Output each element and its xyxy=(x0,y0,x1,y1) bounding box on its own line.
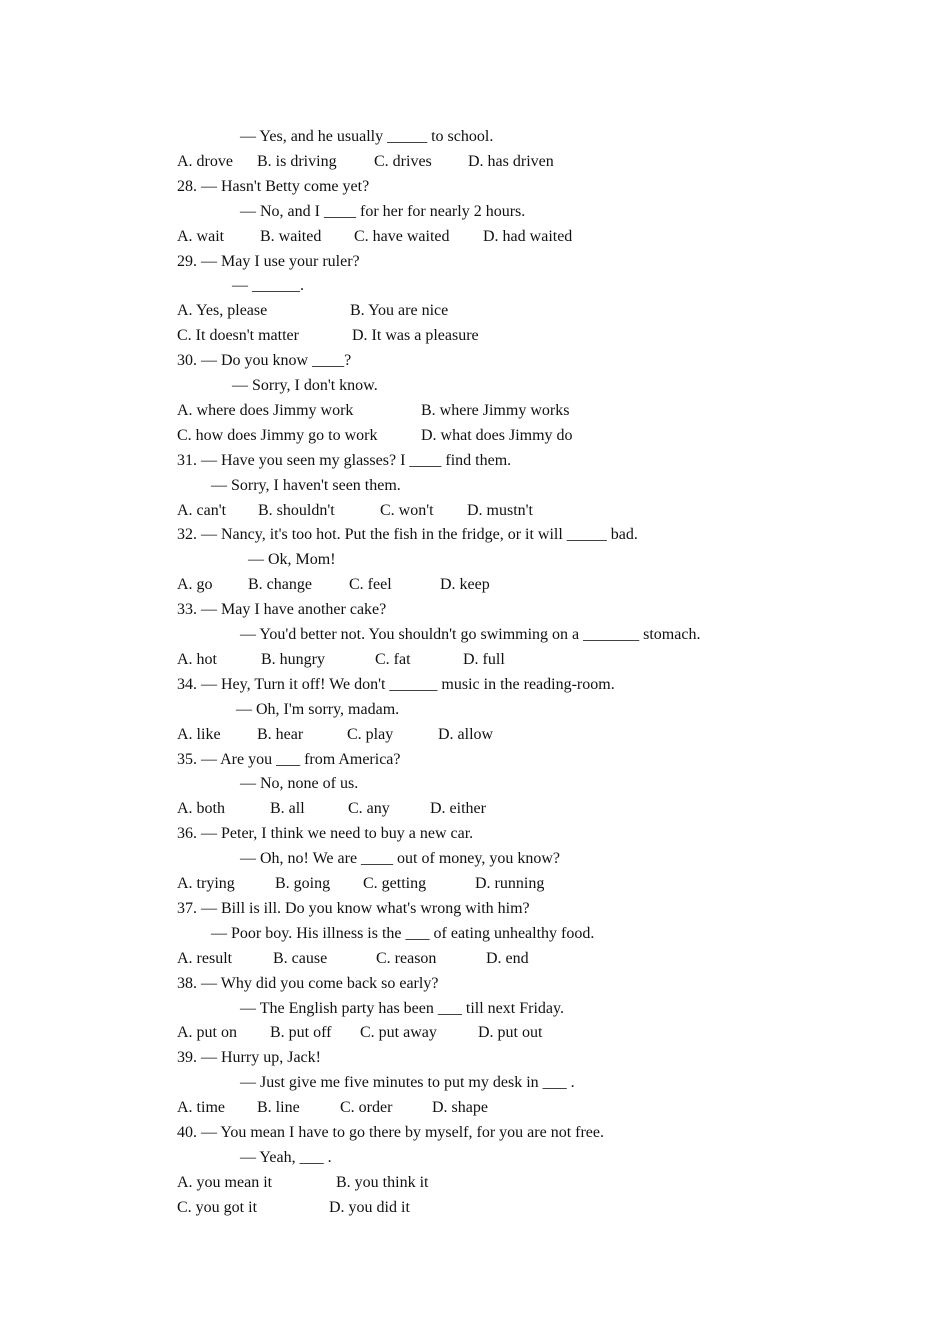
reply-line: — ______. xyxy=(232,277,304,295)
answer-option: C. getting xyxy=(363,875,427,892)
reply-line: — Yes, and he usually _____ to school. xyxy=(240,128,494,145)
answer-option: B. cause xyxy=(273,949,328,967)
question-line: 38. — Why did you come back so early? xyxy=(177,974,439,992)
answer-option: D. full xyxy=(463,650,505,668)
answer-option: A. Yes, please xyxy=(177,302,268,320)
answer-option: C. drives xyxy=(374,152,432,170)
answer-option: A. go xyxy=(177,576,213,594)
question-line: 31. — Have you seen my glasses? I ____ find them. xyxy=(177,451,512,469)
answer-option: D. you did it xyxy=(329,1198,410,1216)
answer-option: B. going xyxy=(275,875,331,892)
answer-option: C. put away xyxy=(360,1024,437,1042)
answer-option: B. hungry xyxy=(261,650,325,668)
answer-option: C. any xyxy=(348,800,390,818)
question-line: 29. — May I use your ruler? xyxy=(177,252,360,270)
reply-line: — Oh, no! We are ____ out of money, you know? xyxy=(240,850,560,868)
answer-option: A. both xyxy=(177,800,225,818)
question-line: 28. — Hasn't Betty come yet? xyxy=(177,177,370,195)
answer-option: C. won't xyxy=(380,501,434,519)
question-line: 35. — Are you ___ from America? xyxy=(177,750,401,768)
answer-option: A. can't xyxy=(177,501,227,519)
answer-option: D. allow xyxy=(438,725,494,743)
answer-option: A. you mean it xyxy=(177,1173,273,1191)
reply-line: — Sorry, I haven't seen them. xyxy=(211,476,401,494)
answer-option: B. change xyxy=(248,576,312,594)
answer-option: A. wait xyxy=(177,227,225,245)
question-line: 37. — Bill is ill. Do you know what's wrong with him? xyxy=(177,899,530,917)
answer-option: B. you think it xyxy=(336,1173,429,1191)
reply-line: — Just give me five minutes to put my desk in ___ . xyxy=(240,1074,575,1092)
answer-option: D. had waited xyxy=(483,227,573,245)
answer-option: C. play xyxy=(347,725,394,743)
reply-line: — The English party has been ___ till next Friday. xyxy=(240,999,564,1017)
answer-option: D. put out xyxy=(478,1024,543,1042)
answer-option: C. fat xyxy=(375,650,411,668)
answer-option: A. where does Jimmy work xyxy=(177,401,354,419)
answer-option: C. reason xyxy=(376,949,437,967)
question-line: 32. — Nancy, it's too hot. Put the fish in the fridge, or it will _____ bad. xyxy=(177,526,638,544)
question-line: 36. — Peter, I think we need to buy a new car. xyxy=(177,825,474,843)
answer-option: D. It was a pleasure xyxy=(352,327,479,345)
reply-line: — You'd better not. You shouldn't go swimming on a _______ stomach. xyxy=(240,626,701,643)
reply-line: — No, none of us. xyxy=(240,775,359,793)
answer-option: C. order xyxy=(340,1099,393,1117)
answer-option: A. result xyxy=(177,949,233,967)
answer-option: A. like xyxy=(177,725,221,743)
answer-option: D. running xyxy=(475,875,545,892)
answer-option: B. where Jimmy works xyxy=(421,401,570,419)
question-line: 34. — Hey, Turn it off! We don't ______ music in the reading-room. xyxy=(177,675,615,693)
answer-option: A. hot xyxy=(177,650,217,668)
reply-line: — Ok, Mom! xyxy=(248,551,336,569)
answer-option: B. put off xyxy=(270,1024,332,1042)
answer-option: B. line xyxy=(257,1099,300,1117)
answer-option: A. trying xyxy=(177,875,235,892)
reply-line: — Poor boy. His illness is the ___ of eating unhealthy food. xyxy=(211,924,595,942)
answer-option: D. shape xyxy=(432,1099,488,1117)
answer-option: A. put on xyxy=(177,1024,237,1042)
reply-line: — Oh, I'm sorry, madam. xyxy=(236,700,400,718)
reply-line: — Sorry, I don't know. xyxy=(232,377,378,394)
answer-option: C. how does Jimmy go to work xyxy=(177,426,378,444)
question-line: 40. — You mean I have to go there by myself, for you are not free. xyxy=(177,1124,604,1141)
answer-option: C. you got it xyxy=(177,1198,258,1216)
answer-option: C. have waited xyxy=(354,227,450,245)
answer-option: D. mustn't xyxy=(467,501,533,519)
answer-option: B. shouldn't xyxy=(258,501,335,519)
answer-option: B. all xyxy=(270,800,305,818)
answer-option: B. is driving xyxy=(257,152,337,170)
question-line: 30. — Do you know ____? xyxy=(177,352,352,370)
answer-option: B. waited xyxy=(260,227,322,245)
answer-option: D. keep xyxy=(440,576,490,594)
answer-option: D. has driven xyxy=(468,152,554,170)
answer-option: C. It doesn't matter xyxy=(177,327,299,345)
question-line: 39. — Hurry up, Jack! xyxy=(177,1049,321,1067)
question-line: 33. — May I have another cake? xyxy=(177,601,387,619)
answer-option: D. either xyxy=(430,800,486,818)
answer-option: A. drove xyxy=(177,152,233,170)
answer-option: D. end xyxy=(486,949,529,967)
answer-option: D. what does Jimmy do xyxy=(421,426,573,444)
answer-option: A. time xyxy=(177,1099,225,1117)
answer-option: B. You are nice xyxy=(350,302,449,320)
answer-option: C. feel xyxy=(349,576,392,594)
reply-line: — No, and I ____ for her for nearly 2 hours. xyxy=(240,202,526,220)
answer-option: B. hear xyxy=(257,725,304,743)
reply-line: — Yeah, ___ . xyxy=(240,1148,332,1166)
